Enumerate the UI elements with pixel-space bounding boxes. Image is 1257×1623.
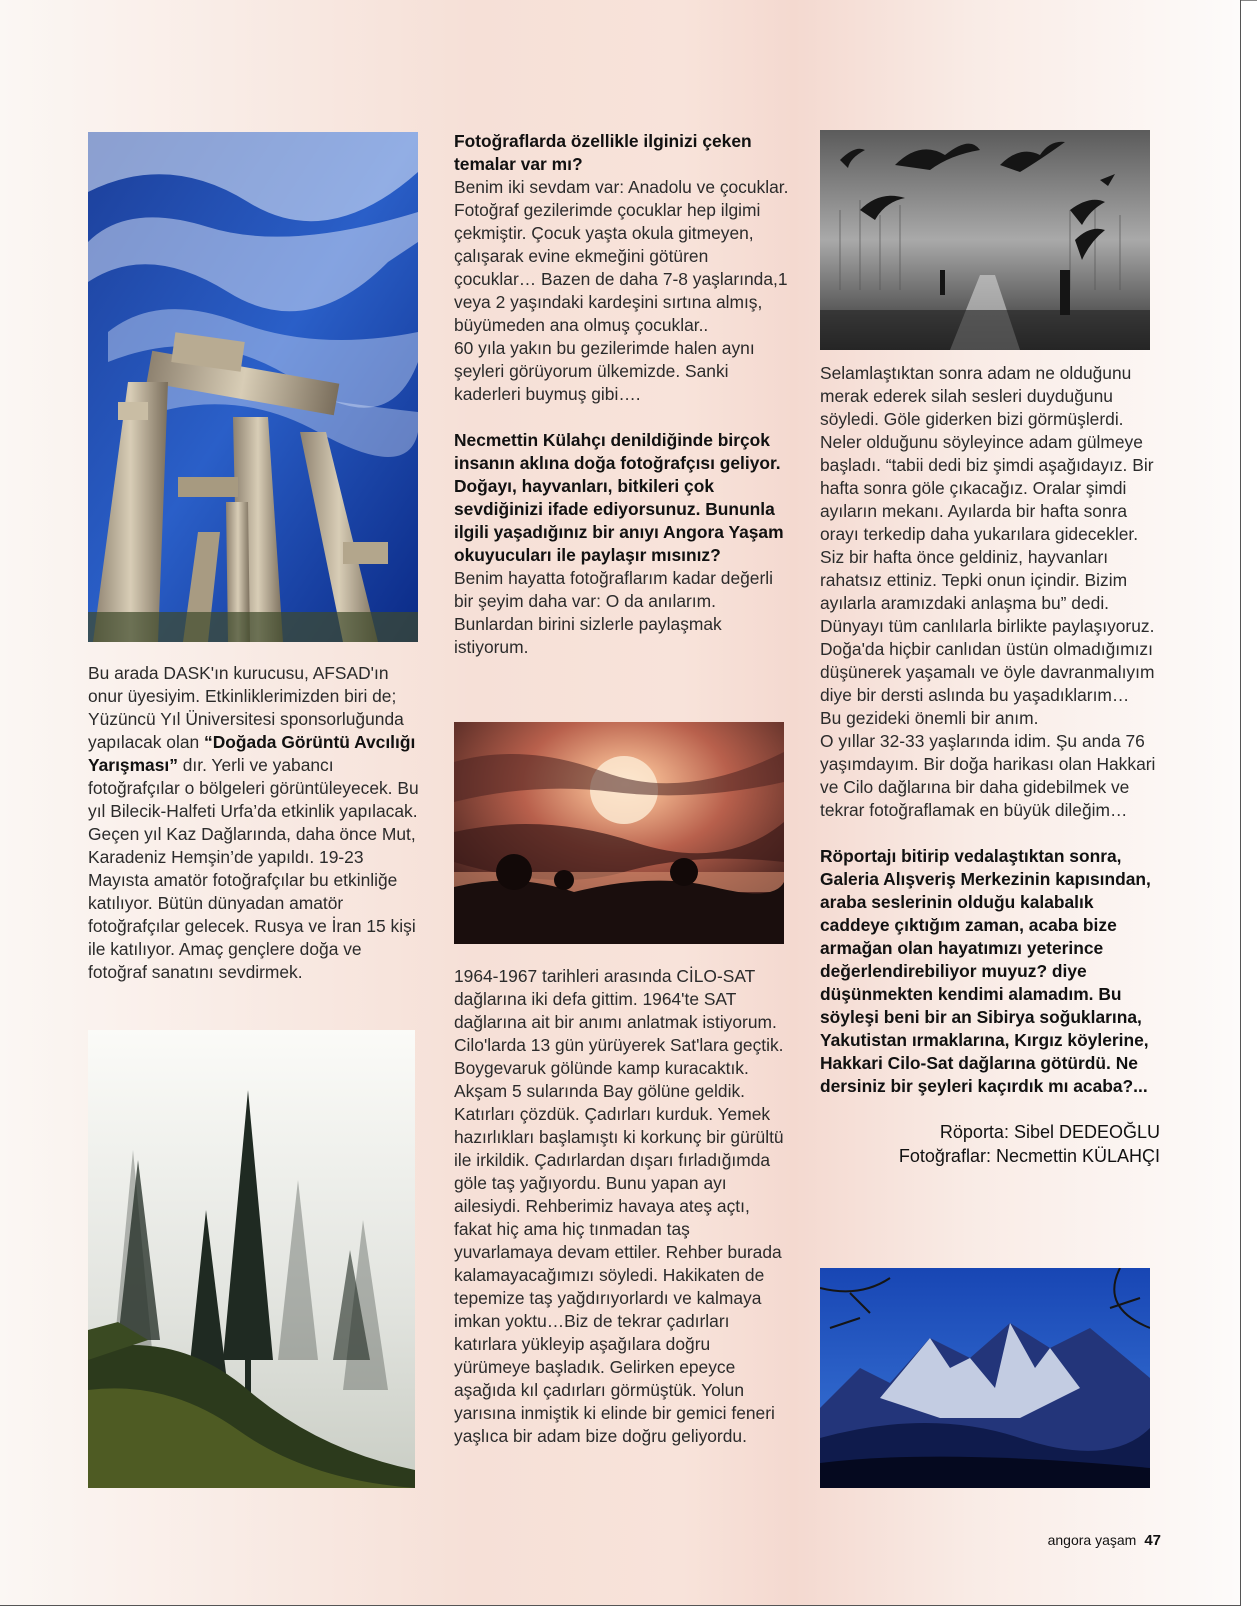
closing-paragraph: Röportajı bitirip vedalaştıktan sonra, Galeria Alışveriş Merkezinin kapısından, araba seslerinin olduğu kalabalık caddeye çıktığım zaman, acaba bize armağan olan hayatımızı yeterince değerlendirebiliyor muyuz? diye düşünmekten kendimi alamadım. Bu söyleşi beni bir an Sibirya soğuklarına, Yakutistan ırmaklarına, Kırgız köylerine, Hakkari Cilo-Sat dağlarına götürdü. Ne dersiniz bir şeyleri kaçırdık mı acaba?... — [820, 846, 1151, 1096]
column-1 — [88, 662, 423, 984]
answer-memory: Benim hayatta fotoğraflarım kadar değerli bir şeyim daha var: O da anılarım. Bunlardan birini sizlerle paylaşmak istiyorum. — [454, 568, 773, 657]
page-number: 47 — [1144, 1532, 1161, 1549]
misty-forest-photo — [88, 1030, 415, 1488]
column-2-bottom — [454, 965, 789, 1448]
column-3 — [820, 362, 1160, 1168]
spacer — [820, 1098, 1160, 1120]
magazine-name: angora yaşam — [1047, 1532, 1137, 1548]
dask-paragraph-start: Bu arada DASK'ın kurucusu, AFSAD'ın onur üyesiyim. Etkinliklerimizden biri de; Yüzüncü Yıl Üniversitesi sponsorluğunda yapılacak olan — [88, 663, 404, 752]
competition-name: “Doğada Görüntü Avcılığı Yarışması” — [88, 732, 416, 775]
answer-themes: Benim iki sevdam var: Anadolu ve çocuklar. Fotoğraf gezilerimde çocuklar hep ilgimi çekmiştir. Çocuk yaşta okula gitmeyen, çalışarak evine ekmeğini götüren çocuklar… Bazen de daha 7-8 yaşlarında,1 veya 2 yaşındaki kardeşini sırtına almış, büyümeden ana olmuş çocuklar.. 60 yıla yakın bu gezilerimde halen aynı şeyleri görüyorum ülkemizde. Sanki kaderleri buymuş gibi…. — [454, 177, 789, 404]
spacer — [454, 406, 789, 429]
story-paragraph: 1964-1967 tarihleri arasında CİLO-SAT dağlarına iki defa gittim. 1964'te SAT dağlarına ait bir anımı anlatmak istiyorum. Cilo'larda 13 gün yürüyerek Sat'lara geçtik. Boygevaruk gölünde kamp kuracaktık. Akşam 5 sularında Bay gölüne geldik. Katırları çözdük. Çadırları kurduk. Yemek hazırlıkları başlamıştı ki korkunç bir gürültü ile irkildik. Çadırlardan dışarı fırladığımda göle taş yağıyordu. Bunu yapan ayı ailesiydi. Rehberimiz havaya ateş açtı, fakat hiç ama hiç tınmadan taş yuvarlamaya devam ettiler. Rehber burada kalamayacağımızı söyledi. Hakikaten de tepemize taş yağdırıyorlardı ve kalmaya imkan yoktu…Biz de tekrar çadırları katırlara yükleyip aşağılara doğru yürümeye başladık. Gelirken epeyce aşağıda kıl çadırları görmüştük. Yolun yarısına inmiştik ki elinde bir gemici feneri yaşlıca bir adam bize doğru geliyordu. — [454, 966, 784, 1446]
dask-paragraph-end: dır. Yerli ve yabancı fotoğrafçılar o bölgeleri görüntüleyecek. Bu yıl Bilecik-Halfeti Urfa’da etkinlik yapılacak. Geçen yıl Kaz Dağlarında, daha önce Mut, Karadeniz Hemşin’de yapıldı. 19-23 Mayısta amatör fotoğrafçılar bu etkinliğe katılıyor. Bütün dünyadan amatör fotoğrafçılar gelecek. Rusya ve İran 15 kişi ile katılıyor. Amaç gençlere doğa ve fotoğraf sanatını sevdirmek. — [88, 755, 419, 982]
page-footer — [1048, 1532, 1161, 1549]
bear-story-paragraph: Selamlaştıktan sonra adam ne olduğunu merak ederek silah sesleri duyduğunu söyledi. Göle giderken bizi görmüşlerdi. Neler olduğunu söyleyince adam gülmeye başladı. “tabii dedi biz şimdi aşağıdayız. Bir hafta sonra göle çıkacağız. Oralar şimdi ayıların mekanı. Ayılarda bir hafta sonra orayı terkedip daha yukarılara gidecekler. Siz bir hafta önce geldiniz, hayvanları rahatsız ettiniz. Tepki onun içindir. Bizim ayılarla aramızdaki anlaşma bu” dedi. Dünyayı tüm canlılarla birlikte paylaşıyoruz. Doğa'da hiçbir canlıdan üstün olmadığımızı düşünerek yaşamalı ve öyle davranmalıyım diye bir dersti aslında bu yaşadıklarım… Bu gezideki önemli bir anım. O yıllar 32-33 yaşlarında idim. Şu anda 76 yaşımdayım. Bir doğa harikası olan Hakkari ve Cilo dağlarına bir daha gidebilmek ve tekrar fotoğraflamak en büyük dileğim… — [820, 363, 1156, 820]
birds-winter-photo — [820, 130, 1150, 350]
interview-credit: Röporta: Sibel DEDEOĞLU — [939, 1122, 1160, 1142]
photo-credit: Fotoğraflar: Necmettin KÜLAHÇI — [898, 1146, 1160, 1166]
spacer — [820, 822, 1160, 845]
ruins-columns-photo — [88, 132, 418, 642]
column-2-top — [454, 130, 789, 659]
question-memory: Necmettin Külahçı denildiğinde birçok insanın aklına doğa fotoğrafçısı geliyor. Doğayı, hayvanları, bitkileri çok sevdiğinizi ifade ediyorsunuz. Bununla ilgili yaşadığınız bir anıyı Angora Yaşam okuyucuları ile paylaşır mısınız? — [454, 430, 784, 565]
sunset-photo — [454, 722, 784, 944]
snowy-mountains-photo — [820, 1268, 1150, 1488]
dask-paragraph — [88, 662, 423, 984]
question-themes: Fotoğraflarda özellikle ilginizi çeken temalar var mı? — [454, 131, 752, 174]
